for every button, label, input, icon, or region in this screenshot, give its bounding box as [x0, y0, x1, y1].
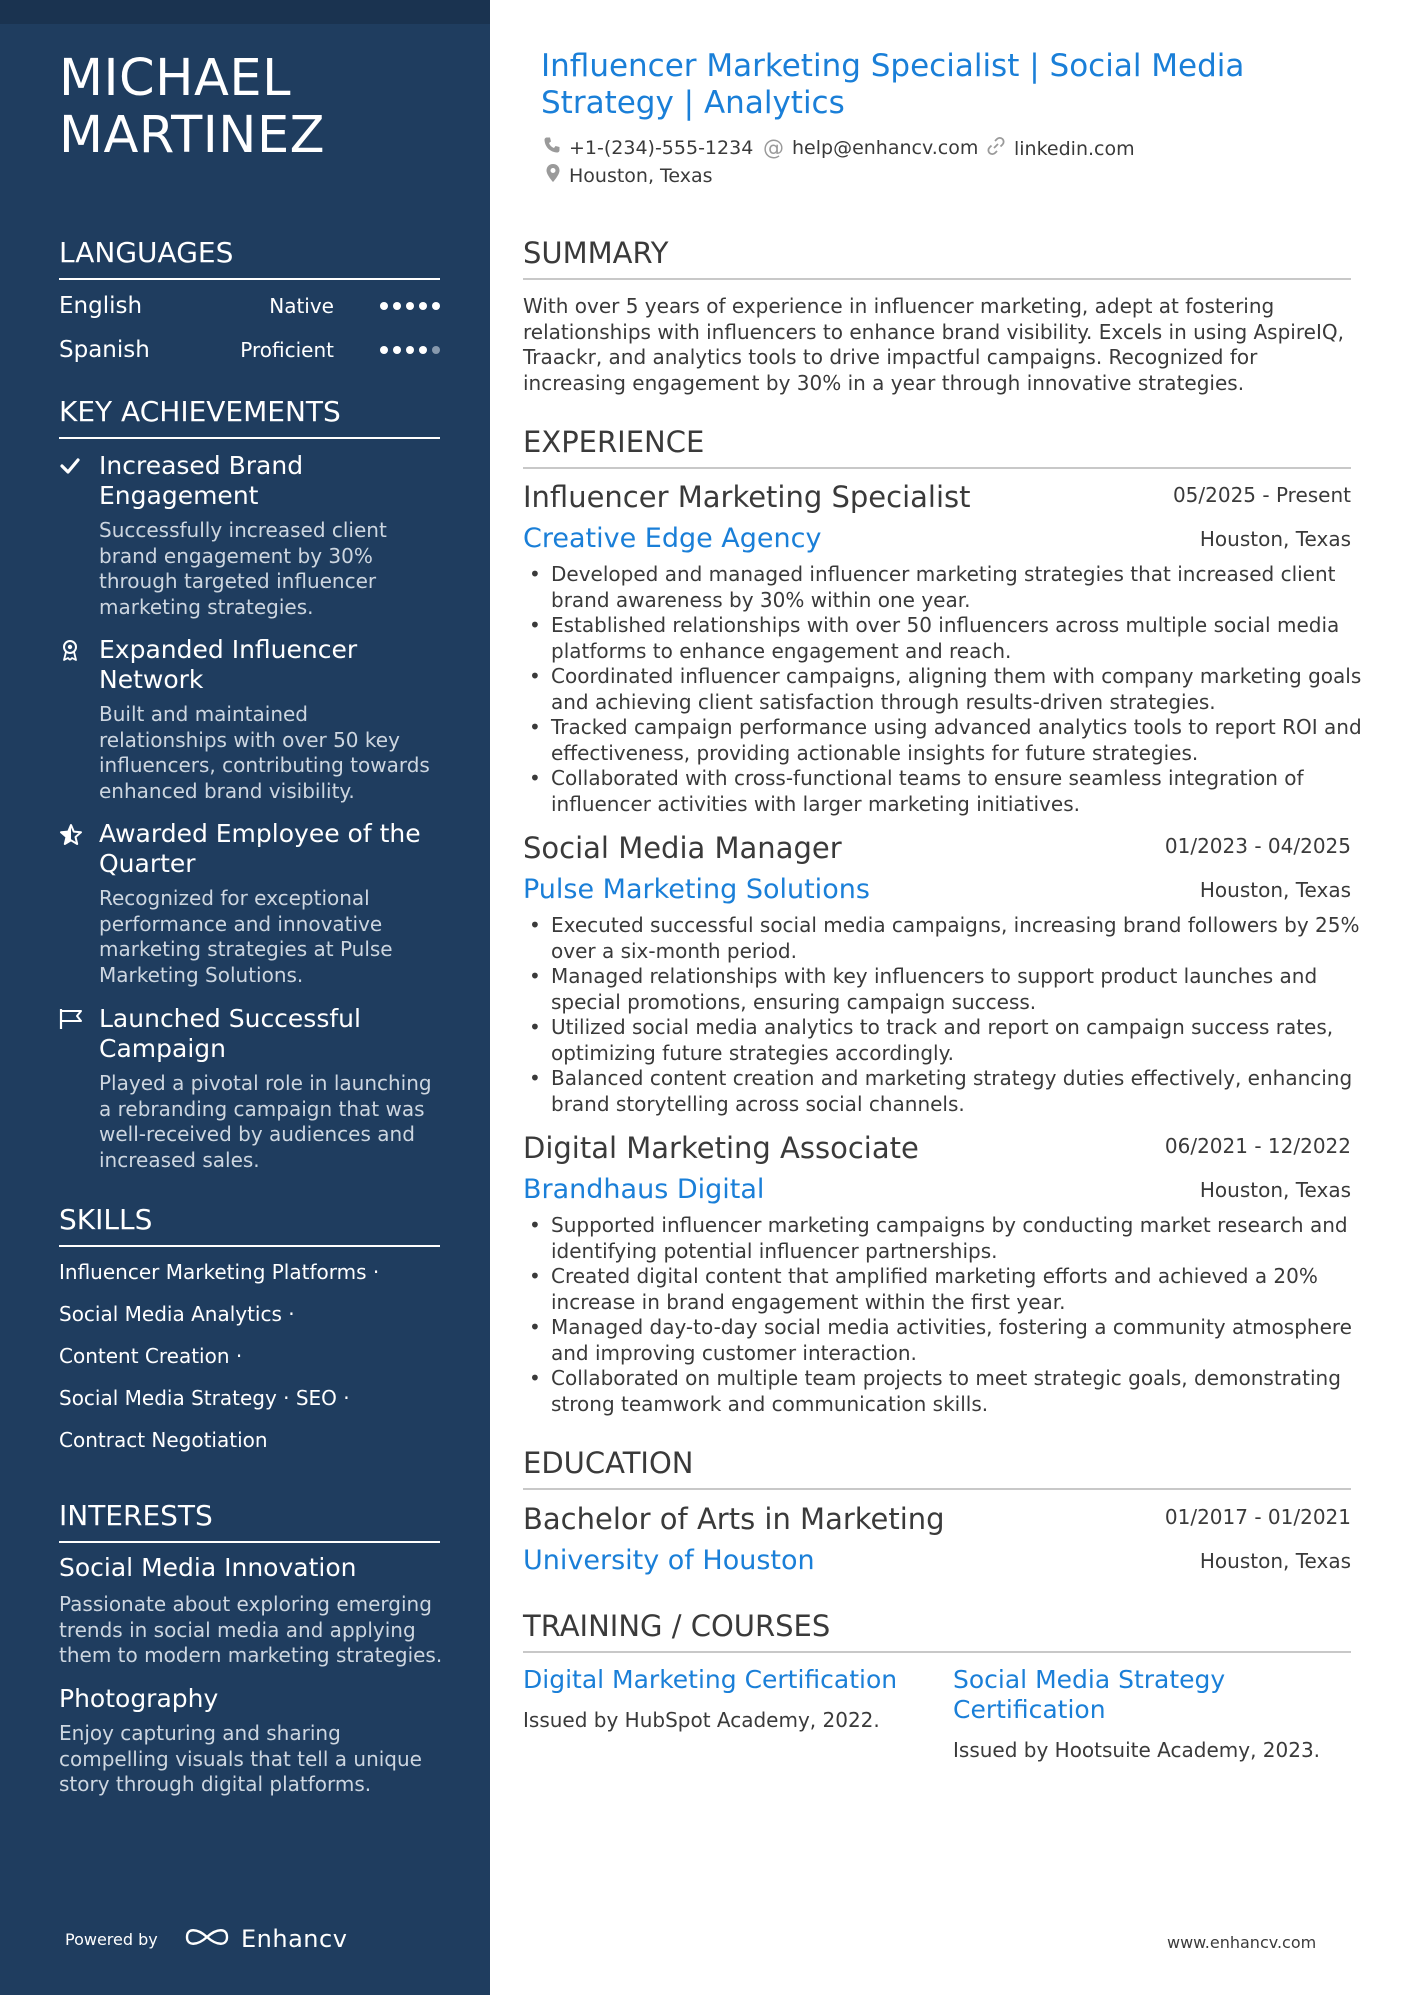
company-name: Creative Edge Agency: [523, 523, 822, 554]
language-row: [59, 293, 440, 323]
first-name: MICHAEL: [59, 49, 292, 108]
job-bullet: • Created digital content that amplified marketing efforts and achieved a 20% increase in brand engagement within the first year.: [551, 1264, 1379, 1315]
language-level: Native: [269, 294, 334, 318]
at-sign-icon: @: [763, 136, 784, 160]
school-location: Houston, Texas: [1199, 1549, 1351, 1573]
linkedin-link: linkedin.com: [1014, 137, 1135, 160]
interests-heading: INTERESTS: [59, 1499, 440, 1543]
skill-item: Contract Negotiation: [59, 1428, 268, 1452]
job-title: Digital Marketing Associate: [523, 1131, 919, 1165]
sidebar-top-strip: [0, 0, 490, 24]
award-ribbon-icon: [59, 639, 81, 661]
education-dates: 01/2017 - 01/2021: [1164, 1505, 1351, 1529]
course-description: Issued by Hootsuite Academy, 2023.: [953, 1738, 1321, 1762]
phone-contact[interactable]: [543, 136, 753, 159]
job-title: Influencer Marketing Specialist: [523, 480, 971, 514]
skill-item: Influencer Marketing Platforms ·: [59, 1260, 380, 1284]
last-name: MARTINEZ: [59, 106, 326, 165]
proficiency-dot: [406, 346, 414, 354]
candidate-name: [59, 50, 459, 164]
location-text: Houston, Texas: [569, 164, 713, 187]
job-bullet: • Managed day-to-day social media activities, fostering a community atmosphere and improving customer interaction.: [551, 1315, 1379, 1366]
achievement-description: Built and maintained relationships with over 50 key influencers, contributing towards enhanced brand visibility.: [99, 702, 430, 803]
languages-heading: LANGUAGES: [59, 236, 440, 280]
course-description: Issued by HubSpot Academy, 2022.: [523, 1708, 880, 1732]
proficiency-dot: [432, 302, 440, 310]
job-location: Houston, Texas: [1199, 878, 1351, 902]
skill-item: Content Creation ·: [59, 1344, 243, 1368]
job-dates: 01/2023 - 04/2025: [1164, 834, 1351, 858]
linkedin-contact[interactable]: [986, 136, 1135, 161]
language-proficiency-dots: [380, 346, 440, 354]
job-bullet: • Managed relationships with key influencers to support product launches and special promotions, ensuring campaign success.: [551, 964, 1379, 1015]
job-bullet: • Collaborated with cross-functional teams to ensure seamless integration of influencer activities with larger marketing initiatives.: [551, 766, 1379, 817]
powered-by-label: Powered by: [65, 1930, 158, 1949]
language-level: Proficient: [240, 338, 334, 362]
proficiency-dot: [419, 302, 427, 310]
language-proficiency-dots: [380, 302, 440, 310]
proficiency-dot: [406, 302, 414, 310]
email-contact[interactable]: [763, 136, 978, 160]
job-bullet: • Developed and managed influencer marketing strategies that increased client brand awareness by 30% within one year.: [551, 562, 1379, 613]
job-bullet: • Utilized social media analytics to track and report on campaign success rates, optimizing future strategies accordingly.: [551, 1015, 1379, 1066]
education-heading: EDUCATION: [523, 1446, 1351, 1490]
school-name: University of Houston: [523, 1545, 815, 1576]
job-bullets: [523, 1213, 1379, 1417]
interest-description: Enjoy capturing and sharing compelling visuals that tell a unique story through digital platforms.: [59, 1721, 422, 1796]
experience-heading: EXPERIENCE: [523, 425, 1351, 469]
proficiency-dot: [432, 346, 440, 354]
interest-title: Photography: [59, 1684, 219, 1713]
achievements-heading: KEY ACHIEVEMENTS: [59, 395, 440, 439]
summary-text: With over 5 years of experience in influencer marketing, adept at fostering relationships with influencers to enhance brand visibility. Excels in using AspireIQ, Traackr, and analytics tools to drive impactful campaigns. Recognized for increasing engagement by 30% in a year through innovative strategies.: [523, 294, 1344, 395]
interest-title: Social Media Innovation: [59, 1553, 357, 1582]
check-icon: [59, 455, 81, 477]
link-icon: [986, 136, 1006, 161]
achievement-title: Expanded Influencer Network: [99, 635, 358, 694]
headline: Influencer Marketing Specialist | Social Media Strategy | Analytics: [541, 48, 1245, 121]
enhancv-brand-name: Enhancv: [241, 1925, 348, 1953]
training-heading: TRAINING / COURSES: [523, 1609, 1351, 1653]
job-bullet: • Collaborated on multiple team projects to meet strategic goals, demonstrating strong teamwork and communication skills.: [551, 1366, 1379, 1417]
achievement-title: Launched Successful Campaign: [99, 1004, 361, 1063]
course-title: Digital Marketing Certification: [523, 1665, 898, 1694]
job-location: Houston, Texas: [1199, 527, 1351, 551]
language-row: [59, 337, 440, 367]
achievement-title: Increased Brand Engagement: [99, 451, 304, 510]
enhancv-logo-icon: [183, 1924, 231, 1954]
location-pin-icon: [545, 163, 561, 188]
sidebar: [0, 0, 490, 1995]
phone-icon: [543, 136, 561, 159]
interest-description: Passionate about exploring emerging trends in social media and applying them to modern marketing strategies.: [59, 1592, 443, 1667]
flag-icon: [59, 1008, 81, 1030]
skills-heading: SKILLS: [59, 1203, 440, 1247]
job-dates: 06/2021 - 12/2022: [1164, 1134, 1351, 1158]
job-title: Social Media Manager: [523, 831, 842, 865]
job-bullet: • Balanced content creation and marketing strategy duties effectively, enhancing brand storytelling across social channels.: [551, 1066, 1379, 1117]
star-icon: [59, 823, 81, 845]
job-location: Houston, Texas: [1199, 1178, 1351, 1202]
job-dates: 05/2025 - Present: [1172, 483, 1351, 507]
job-bullets: [523, 913, 1379, 1117]
location-contact: [545, 163, 713, 188]
phone-number: +1-(234)-555-1234: [569, 136, 754, 159]
job-bullet: • Tracked campaign performance using advanced analytics tools to report ROI and effectiveness, providing actionable insights for future strategies.: [551, 715, 1379, 766]
course-title: Social Media Strategy Certification: [953, 1665, 1226, 1724]
achievement-description: Recognized for exceptional performance and innovative marketing strategies at Pulse Marketing Solutions.: [99, 886, 393, 987]
proficiency-dot: [380, 346, 388, 354]
achievement-title: Awarded Employee of the Quarter: [99, 819, 421, 878]
footer-url[interactable]: www.enhancv.com: [1167, 1933, 1317, 1952]
language-name: Spanish: [59, 337, 150, 363]
email-address: help@enhancv.com: [792, 137, 979, 159]
job-bullet: • Executed successful social media campaigns, increasing brand followers by 25% over a six-month period.: [551, 913, 1379, 964]
summary-heading: SUMMARY: [523, 236, 1351, 280]
degree-title: Bachelor of Arts in Marketing: [523, 1502, 945, 1536]
proficiency-dot: [419, 346, 427, 354]
achievement-description: Played a pivotal role in launching a rebranding campaign that was well-received by audiences and increased sales.: [99, 1071, 432, 1172]
company-name: Pulse Marketing Solutions: [523, 874, 870, 905]
job-bullet: • Supported influencer marketing campaigns by conducting market research and identifying potential influencer partnerships.: [551, 1213, 1379, 1264]
skill-item: Social Media Strategy · SEO ·: [59, 1386, 350, 1410]
language-name: English: [59, 293, 143, 319]
proficiency-dot: [393, 346, 401, 354]
skill-item: Social Media Analytics ·: [59, 1302, 295, 1326]
proficiency-dot: [380, 302, 388, 310]
company-name: Brandhaus Digital: [523, 1174, 765, 1205]
job-bullet: • Established relationships with over 50 influencers across multiple social media platforms to enhance engagement and reach.: [551, 613, 1379, 664]
job-bullets: [523, 562, 1379, 817]
job-bullet: • Coordinated influencer campaigns, aligning them with company marketing goals and achieving client satisfaction through results-driven strategies.: [551, 664, 1379, 715]
enhancv-logo[interactable]: [183, 1924, 347, 1954]
achievement-description: Successfully increased client brand engagement by 30% through targeted influencer marketing strategies.: [99, 518, 387, 619]
proficiency-dot: [393, 302, 401, 310]
